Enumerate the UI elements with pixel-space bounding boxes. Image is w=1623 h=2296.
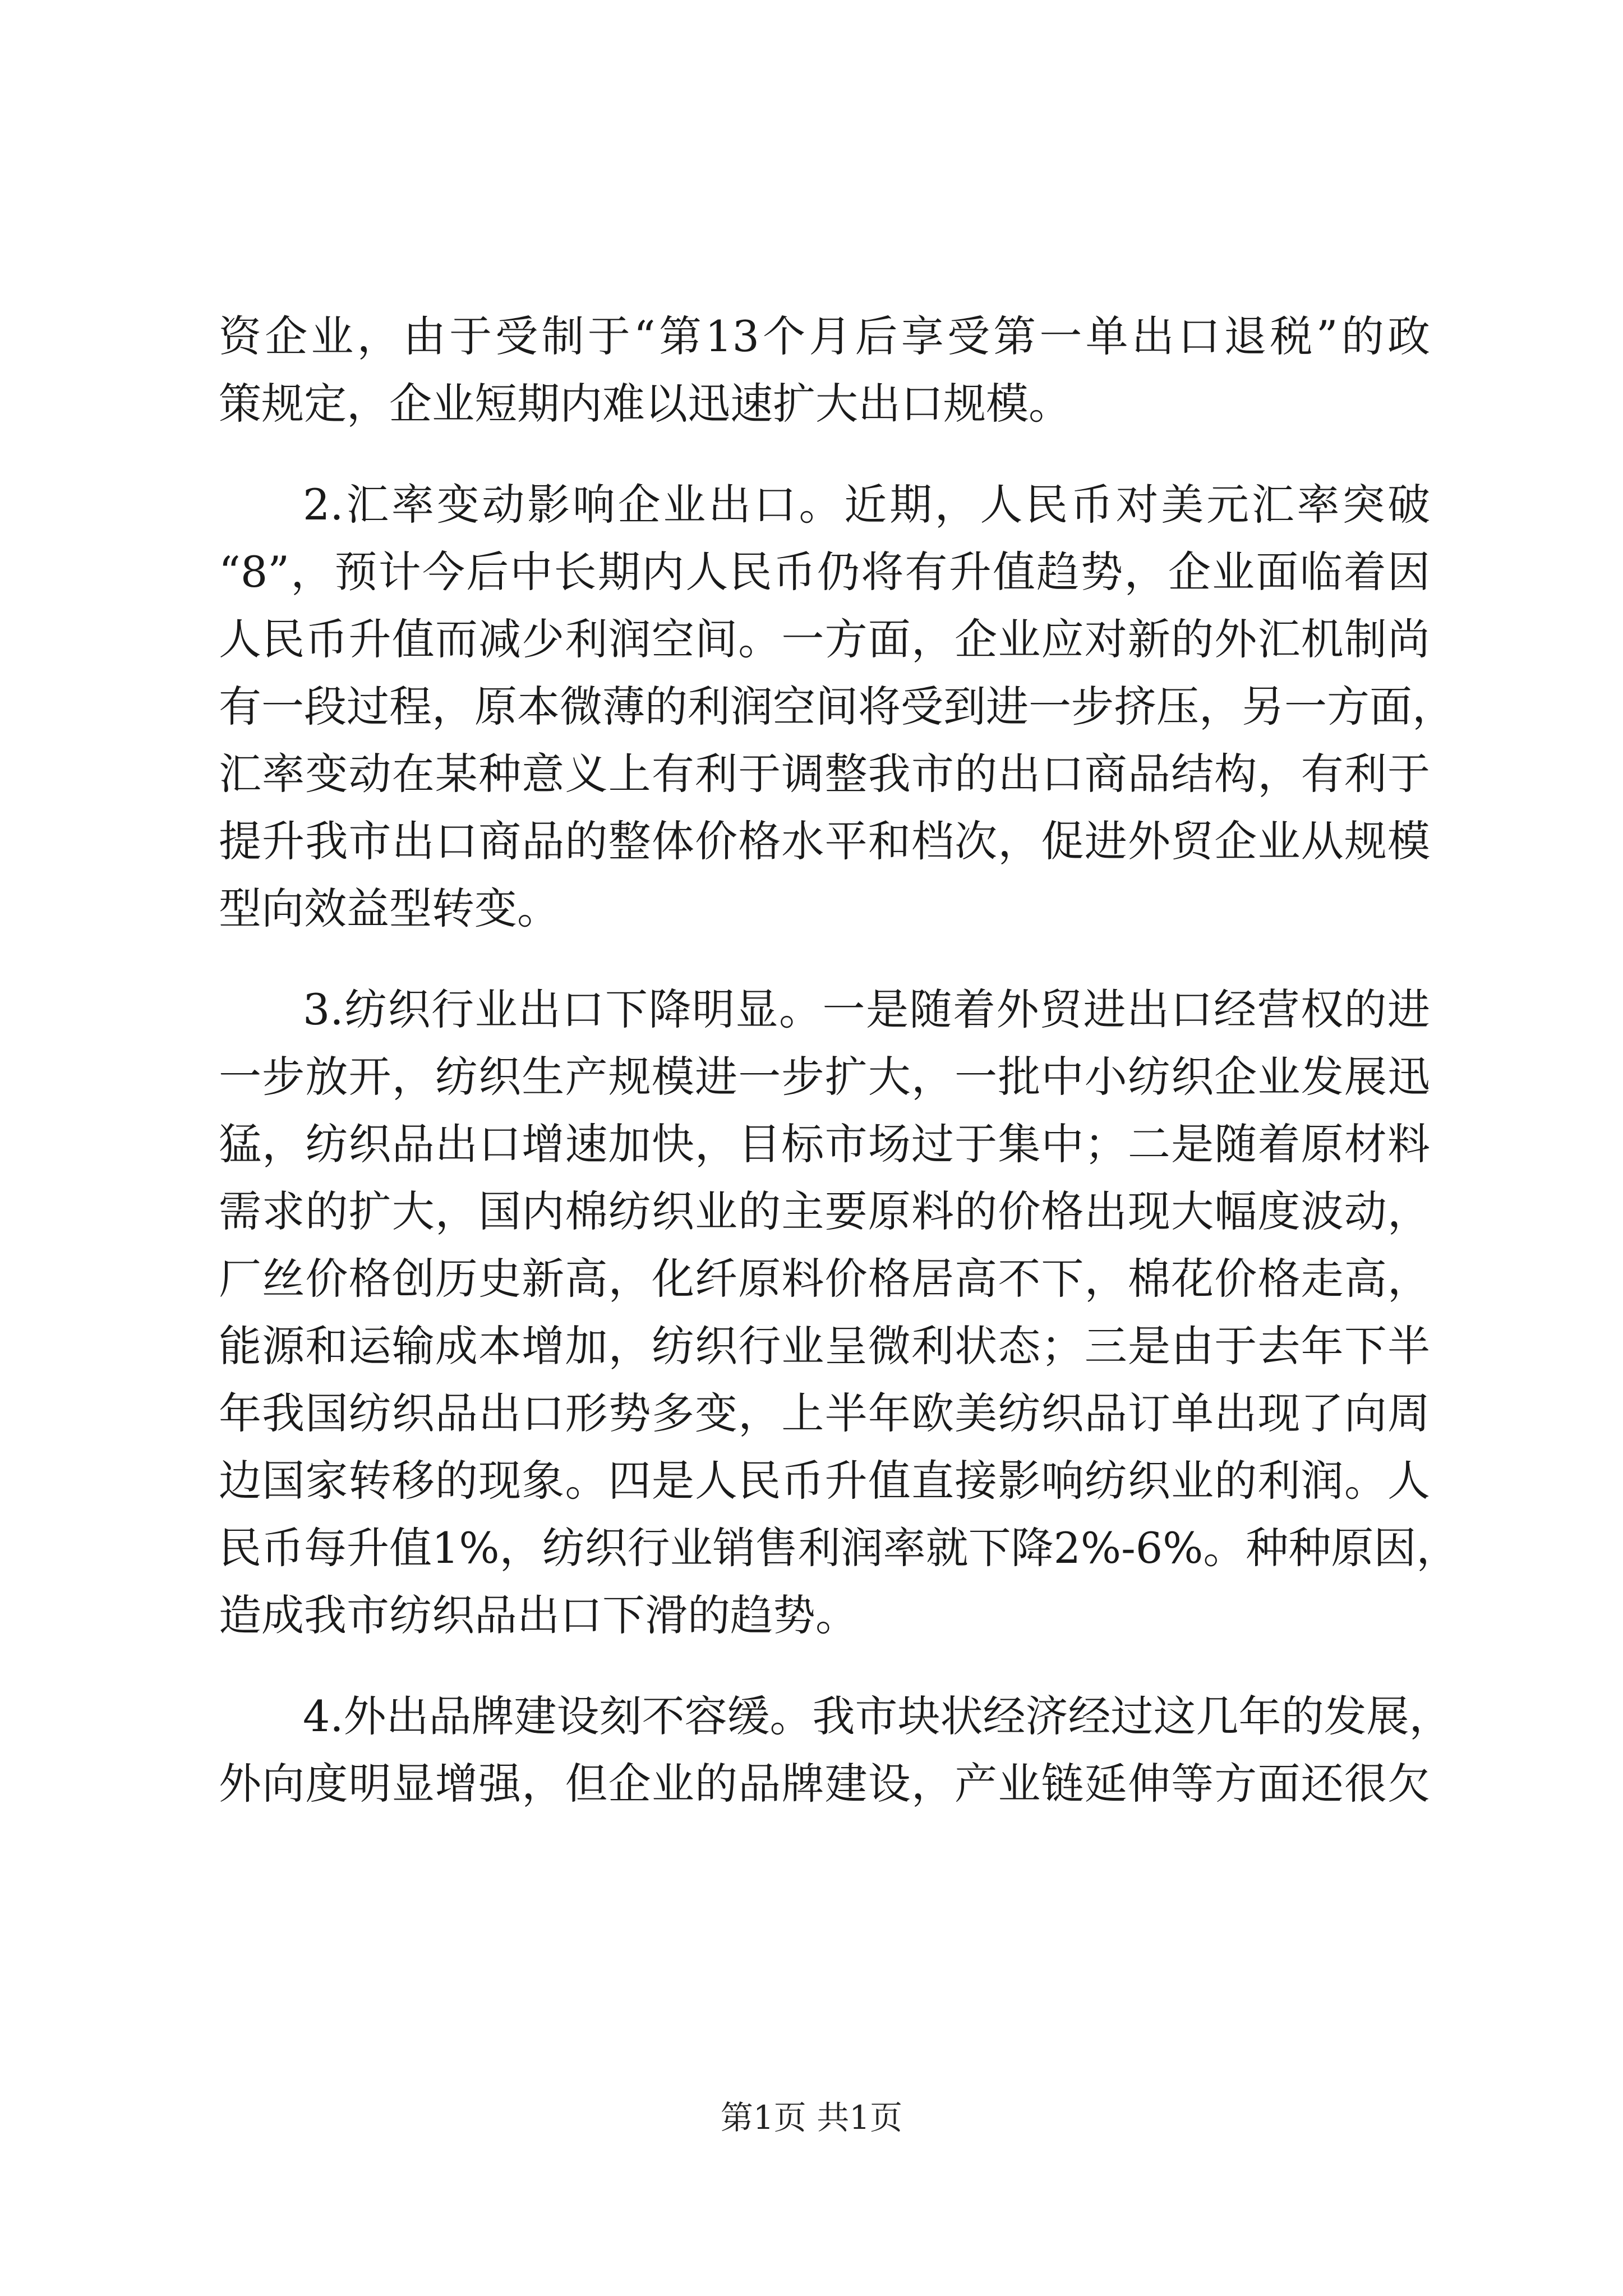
text-line: 提升我市出口商品的整体价格水平和档次，促进外贸企业从规模 — [219, 816, 1430, 866]
text-line: 策规定，企业短期内难以迅速扩大出口规模。 — [219, 379, 1071, 429]
text-line: 人民币升值而减少利润空间。一方面，企业应对新的外汇机制尚 — [219, 614, 1430, 664]
text-line: 能源和运输成本增加，纺织行业呈微利状态；三是由于去年下半 — [219, 1321, 1430, 1371]
text-line: 有一段过程，原本微薄的利润空间将受到进一步挤压，另一方面， — [219, 682, 1455, 731]
text-line: 厂丝价格创历史新高，化纤原料价格居高不下，棉花价格走高， — [219, 1254, 1430, 1304]
text-line: 资企业，由于受制于“第13个月后享受第一单出口退税”的政 — [219, 311, 1430, 361]
text-line: 一步放开，纺织生产规模进一步扩大，一批中小纺织企业发展迅 — [219, 1052, 1430, 1102]
paragraph-3-heading-line: 3.纺织行业出口下降明显。一是随着外贸进出口经营权的进 — [303, 984, 1430, 1034]
text-line: 型向效益型转变。 — [219, 884, 560, 933]
paragraph-4-heading-line: 4.外出品牌建设刻不容缓。我市块状经济经过这几年的发展， — [303, 1691, 1452, 1741]
text-line: 汇率变动在某种意义上有利于调整我市的出口商品结构，有利于 — [219, 749, 1430, 799]
text-line: 民币每升值1%，纺织行业销售利润率就下降2%-6%。种种原因， — [219, 1523, 1459, 1573]
text-line: 年我国纺织品出口形势多变，上半年欧美纺织品订单出现了向周 — [219, 1388, 1430, 1438]
text-line: 猛，纺织品出口增速加快，目标市场过于集中；二是随着原材料 — [219, 1119, 1430, 1169]
page-footer: 第1页 共1页 — [720, 2099, 903, 2137]
paragraph-2-heading-line: 2.汇率变动影响企业出口。近期，人民币对美元汇率突破 — [303, 480, 1430, 530]
text-line: 造成我市纺织品出口下滑的趋势。 — [219, 1590, 858, 1640]
text-line: “8”，预计今后中长期内人民币仍将有升值趋势，企业面临着因 — [219, 547, 1430, 597]
text-line: 需求的扩大，国内棉纺织业的主要原料的价格出现大幅度波动， — [219, 1186, 1430, 1236]
text-line: 外向度明显增强，但企业的品牌建设，产业链延伸等方面还很欠 — [219, 1759, 1430, 1809]
text-line: 边国家转移的现象。四是人民币升值直接影响纺织业的利润。人 — [219, 1456, 1430, 1506]
